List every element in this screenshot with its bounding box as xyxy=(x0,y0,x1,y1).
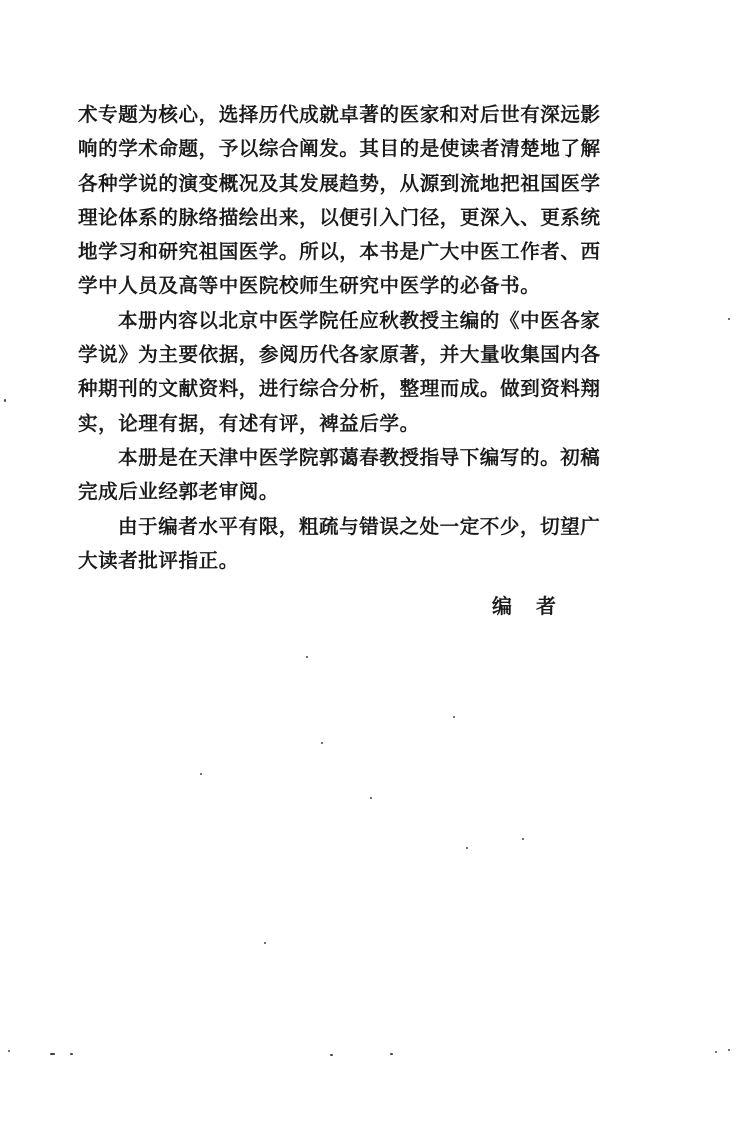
preface-body xyxy=(78,98,648,578)
text-line: 理论体系的脉络描绘出来，以便引入门径，更深入、更系统 xyxy=(78,205,601,229)
scan-speck xyxy=(466,847,468,849)
scan-speck xyxy=(306,656,308,658)
paragraph-start-line: 由于编者水平有限，粗疏与错误之处一定不少，切望广 xyxy=(118,514,601,538)
text-line: 术专题为核心，选择历代成就卓著的医家和对后世有深远影 xyxy=(78,103,601,126)
text-line: 学说》为主要依据，参阅历代各家原著，并大量收集国内各 xyxy=(78,343,601,367)
scan-speck xyxy=(8,1050,10,1052)
scan-speck xyxy=(264,942,266,944)
text-line: 响的学术命题，予以综合阐发。其目的是使读者清楚地了解 xyxy=(78,137,601,161)
paragraph-start-line: 本册内容以北京中医学院任应秋教授主编的《中医各家 xyxy=(118,308,601,332)
scan-speck xyxy=(330,1054,333,1056)
scan-speck xyxy=(728,1049,730,1051)
text-line: 各种学说的演变概况及其发展趋势，从源到流地把祖国医学 xyxy=(78,171,601,195)
text-line: 大读者批评指正。 xyxy=(78,548,239,572)
paragraph-start-line: 本册是在天津中医学院郭蔼春教授指导下编写的。初稿 xyxy=(118,445,601,469)
scan-speck xyxy=(522,838,524,840)
text-line: 学中人员及高等中医院校师生研究中医学的必备书。 xyxy=(78,274,541,298)
scan-speck xyxy=(370,797,372,799)
scan-speck xyxy=(70,1053,73,1055)
text-line: 实，论理有据，有述有评，裨益后学。 xyxy=(78,411,420,435)
text-line: 完成后业经郭老审阅。 xyxy=(78,480,280,504)
scan-speck xyxy=(200,773,202,775)
author-signature: 编者 xyxy=(492,594,580,618)
scan-speck xyxy=(453,716,455,718)
scan-speck xyxy=(390,1053,393,1055)
scan-speck xyxy=(728,318,730,320)
text-line: 种期刊的文献资料，进行综合分析，整理而成。做到资料翔 xyxy=(78,377,601,401)
scan-speck xyxy=(715,1051,717,1053)
scan-speck xyxy=(4,399,6,402)
scan-speck xyxy=(50,1053,55,1055)
text-line: 地学习和研究祖国医学。所以，本书是广大中医工作者、西 xyxy=(78,240,601,264)
scan-speck xyxy=(321,742,323,744)
